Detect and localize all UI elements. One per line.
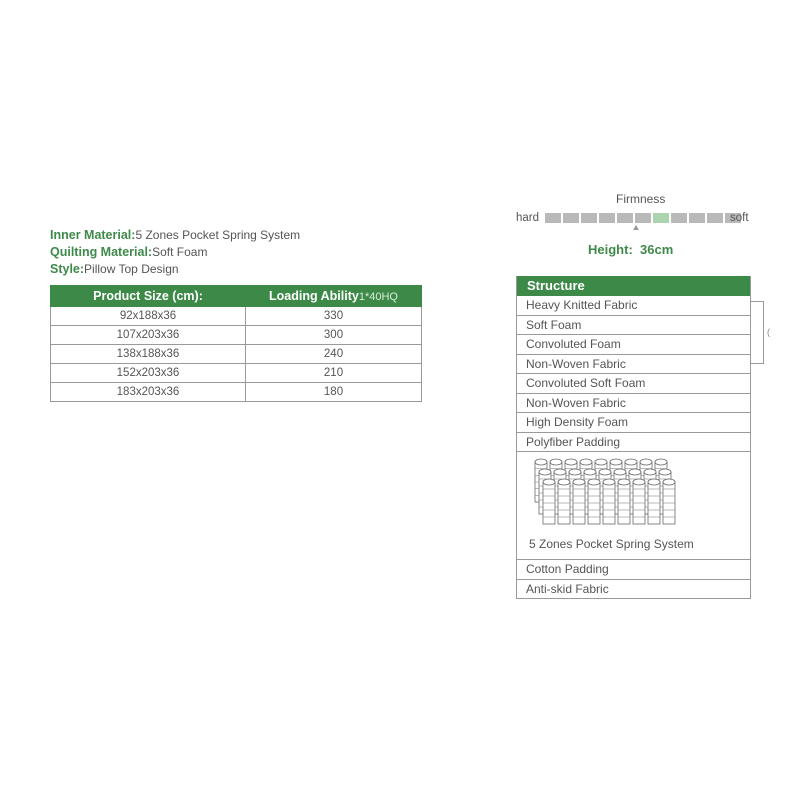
spec-inner-material — [50, 228, 300, 242]
load-cell: 330 — [246, 307, 422, 326]
structure-layer: Non-Woven Fabric — [517, 394, 750, 414]
load-cell: 240 — [246, 345, 422, 364]
table-row — [51, 326, 422, 345]
structure-layer: Anti-skid Fabric — [526, 581, 609, 596]
spec-key: Quilting Material: — [50, 245, 153, 259]
firmness-marker-icon — [633, 225, 639, 230]
spring-coil-icon — [663, 479, 675, 524]
firmness-segment — [563, 213, 579, 223]
load-cell: 180 — [246, 383, 422, 402]
table-row — [51, 383, 422, 402]
spring-system-cell — [517, 452, 750, 560]
spring-coil-icon — [603, 479, 615, 524]
height-value: 36cm — [640, 242, 674, 257]
header-loading-label: Loading Ability — [269, 289, 359, 303]
spec-style — [50, 262, 179, 276]
structure-layer: Non-Woven Fabric — [517, 355, 750, 375]
header-loading-unit: 1*40HQ — [358, 291, 398, 303]
firmness-segment — [635, 213, 651, 223]
header-size: Product Size (cm): — [51, 286, 246, 307]
firmness-title: Firmness — [616, 192, 666, 206]
height-label: Height: — [588, 242, 633, 257]
structure-layer: High Density Foam — [517, 413, 750, 433]
spec-quilting-material — [50, 245, 207, 259]
size-cell: 92x188x36 — [51, 307, 246, 326]
size-cell: 107x203x36 — [51, 326, 246, 345]
bracket-decoration — [751, 301, 764, 364]
size-cell: 152x203x36 — [51, 364, 246, 383]
structure-layer: Convoluted Soft Foam — [517, 374, 750, 394]
spring-coil-icon — [618, 479, 630, 524]
spring-coil-icon — [588, 479, 600, 524]
spring-coil-icon — [633, 479, 645, 524]
structure-title: Structure — [517, 276, 750, 296]
structure-layer: Convoluted Foam — [517, 335, 750, 355]
firmness-segment — [689, 213, 705, 223]
structure-layer: Soft Foam — [517, 316, 750, 336]
pocket-spring-illustration — [531, 458, 681, 534]
firmness-scale — [545, 213, 741, 223]
firmness-soft-label: soft — [730, 212, 749, 224]
load-cell: 300 — [246, 326, 422, 345]
spec-key: Style: — [50, 262, 85, 276]
spec-value: Soft Foam — [152, 245, 208, 259]
spring-coil-icon — [648, 479, 660, 524]
spring-coil-icon — [558, 479, 570, 524]
size-cell: 183x203x36 — [51, 383, 246, 402]
spec-value: Pillow Top Design — [84, 262, 179, 276]
height-indicator — [588, 242, 673, 257]
structure-layer: Cotton Padding — [517, 560, 750, 580]
spec-key: Inner Material: — [50, 228, 136, 242]
structure-layer: Heavy Knitted Fabric — [517, 296, 750, 316]
table-row — [51, 307, 422, 326]
structure-table — [516, 276, 751, 599]
table-row — [51, 345, 422, 364]
header-loading — [246, 286, 422, 307]
structure-layer: Polyfiber Padding — [517, 433, 750, 453]
spring-coil-icon — [543, 479, 555, 524]
firmness-segment — [617, 213, 633, 223]
firmness-segment — [599, 213, 615, 223]
spring-coil-icon — [573, 479, 585, 524]
size-cell: 138x188x36 — [51, 345, 246, 364]
firmness-segment — [545, 213, 561, 223]
spring-system-label: 5 Zones Pocket Spring System — [529, 537, 694, 551]
firmness-hard-label: hard — [516, 212, 540, 224]
table-header-row — [51, 286, 422, 307]
bracket-mark-icon: ( — [767, 327, 770, 337]
table-row — [51, 364, 422, 383]
load-cell: 210 — [246, 364, 422, 383]
firmness-segment-active — [653, 213, 669, 223]
firmness-segment — [707, 213, 723, 223]
size-table — [50, 285, 422, 402]
firmness-segment — [581, 213, 597, 223]
firmness-segment — [671, 213, 687, 223]
spec-value: 5 Zones Pocket Spring System — [135, 228, 301, 242]
